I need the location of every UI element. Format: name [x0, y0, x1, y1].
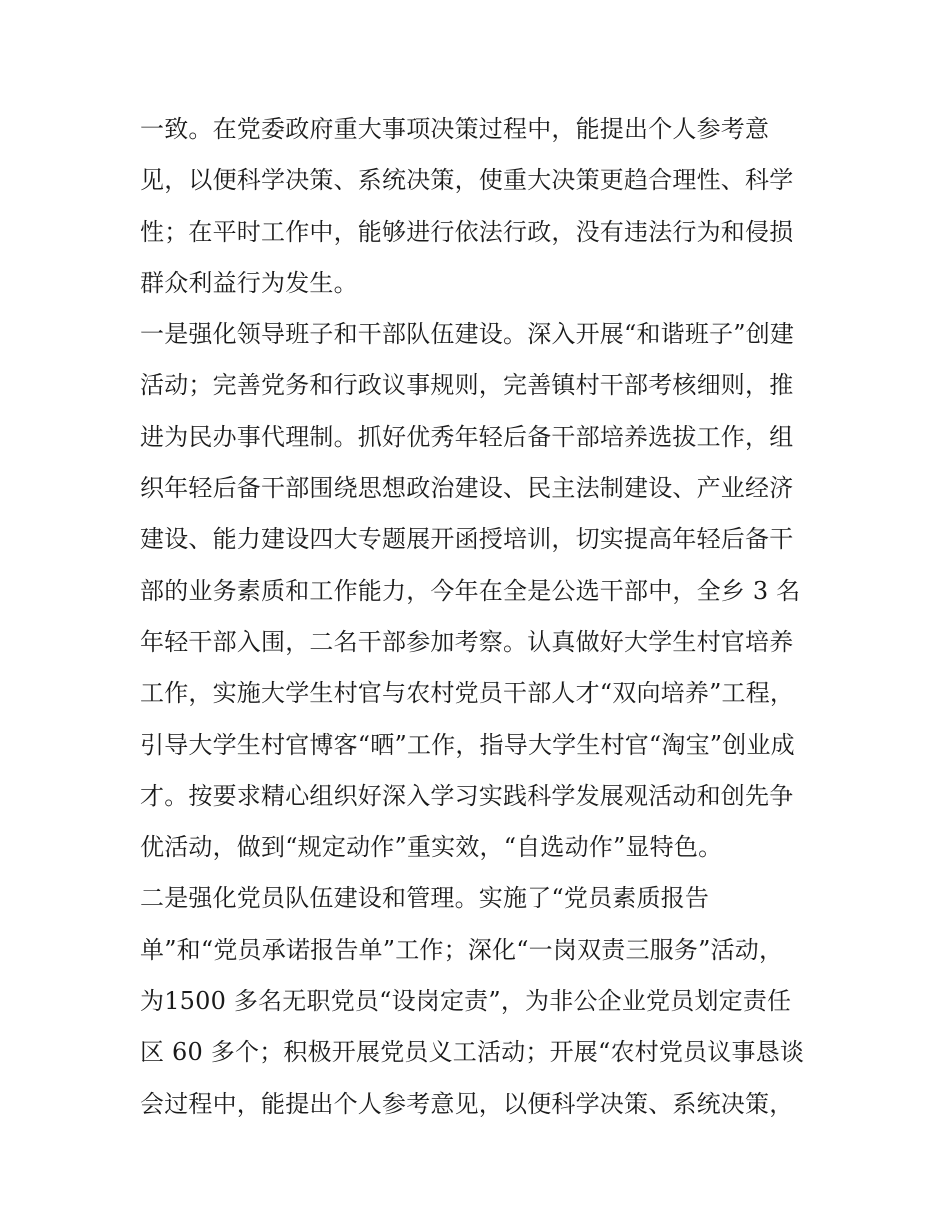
text-line: 群众利益行为发生。	[140, 268, 358, 297]
text-line: 织年轻后备干部围绕思想政治建设、民主法制建设、产业经济	[140, 474, 794, 503]
document-body	[140, 104, 820, 1130]
text-line: 工作，实施大学生村官与农村党员干部人才“双向培养”工程，	[140, 679, 795, 708]
text-line: 会过程中，能提出个人参考意见，以便科学决策、系统决策，	[140, 1089, 794, 1118]
text-line: 建设、能力建设四大专题展开函授培训，切实提高年轻后备干	[140, 525, 794, 554]
text-line: 性；在平时工作中，能够进行依法行政，没有违法行为和侵损	[140, 217, 794, 246]
text-line: 为1500 多名无职党员“设岗定责”，为非公企业党员划定责任	[140, 987, 792, 1016]
text-line: 引导大学生村官博客“晒”工作，指导大学生村官“淘宝”创业成	[140, 730, 795, 759]
text-line: 才。按要求精心组织好深入学习实践科学发展观活动和创先争	[140, 781, 794, 810]
text-line: 区 60 多个；积极开展党员义工活动；开展“农村党员议事恳谈	[140, 1038, 805, 1067]
text-line: 年轻干部入围，二名干部参加考察。认真做好大学生村官培养	[140, 627, 794, 656]
text-line: 活动；完善党务和行政议事规则，完善镇村干部考核细则，推	[140, 371, 794, 400]
text-line: 一是强化领导班子和干部队伍建设。深入开展“和谐班子”创建	[140, 320, 795, 349]
text-line: 部的业务素质和工作能力，今年在全是公选干部中，全乡 3 名	[140, 576, 801, 605]
text-line: 进为民办事代理制。抓好优秀年轻后备干部培养选拔工作，组	[140, 422, 794, 451]
text-line: 见，以便科学决策、系统决策，使重大决策更趋合理性、科学	[140, 166, 794, 195]
text-line: 一致。在党委政府重大事项决策过程中，能提出个人参考意	[140, 115, 770, 143]
text-line: 优活动，做到“规定动作”重实效，“自选动作”显特色。	[140, 833, 723, 862]
text-line: 单”和“党员承诺报告单”工作；深化“一岗双责三服务”活动，	[140, 935, 784, 964]
text-line: 二是强化党员队伍建设和管理。实施了“党员素质报告	[140, 884, 710, 913]
